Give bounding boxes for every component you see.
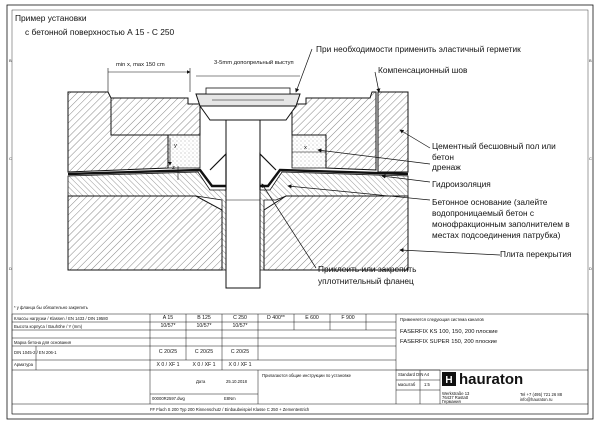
date-value: 25.10.2018 (226, 379, 247, 384)
callout-floor: Цементный бесшовный пол или (432, 141, 556, 151)
frame-letter: B (589, 58, 592, 63)
installation-note: Прилагаются общие инструкции по установке (262, 373, 351, 378)
class-cell: F 900 (341, 315, 355, 321)
footer-text: FF Flach S 200 Typ 200 Rinnenschutz / Einbaubeispiel Klasse C 250 + Zementestrich (150, 407, 310, 412)
concrete-cell: C 20/25 (230, 349, 250, 355)
xc-cell: X 0 / XF 1 (192, 362, 216, 368)
drawing-number: 00000R2597.dwg (152, 396, 185, 401)
date-label: Дата (196, 379, 206, 384)
callout-floor-2: бетон (432, 152, 454, 162)
footnote: * у фланца бы обязательно закрепить (14, 305, 88, 310)
width-dimension-label: min x, max 150 cm (116, 62, 165, 68)
table-row-label: Марка бетона для основания (14, 340, 71, 345)
phone: Tel +7 (495) 721 26 88 (520, 392, 563, 397)
height-cell: 10/57* (232, 323, 248, 329)
callout-expansion-joint: Компенсационный шов (378, 65, 468, 75)
callout-drain: дренаж (432, 162, 461, 172)
frame-letter: C (589, 156, 592, 161)
brand-name: hauraton (459, 371, 524, 388)
height-cell: 10/57* (160, 323, 176, 329)
xc-cell: X 0 / XF 1 (156, 362, 180, 368)
callout-waterproofing: Гидроизоляция (432, 179, 491, 189)
sheet-size: A4 (424, 372, 430, 377)
callout-base-2: водопроницаемый бетон с (432, 208, 535, 218)
x-dimension-label: x (304, 145, 307, 151)
gap-dimension-label: 3-5mm дополрельный выступ (214, 60, 294, 66)
title-line1: Пример установки (15, 13, 87, 23)
class-cell: A 15 (162, 315, 174, 321)
address-line: Германия (442, 399, 461, 404)
table-row-label: DIN 1045-2 / EN 206-1 (14, 350, 57, 355)
email: info@hauraton.ru (520, 397, 553, 402)
frame-letter: D (9, 266, 12, 271)
frame-letter: C (9, 156, 12, 161)
title-line2: с бетонной поверхностью А 15 - С 250 (25, 27, 175, 37)
scale-value: 1:5 (424, 382, 430, 387)
revision: E8Nm (224, 396, 236, 401)
address-line: 76437 Rastatt (442, 395, 469, 400)
z-dimension-label: z (172, 165, 175, 171)
product-line-2: FASERFIX SUPER 150, 200 плоские (400, 339, 498, 345)
concrete-cell: C 20/25 (194, 349, 214, 355)
callout-flange-2: уплотнительный фланец (318, 276, 414, 286)
frame-letter: B (9, 58, 12, 63)
concrete-cell: C 20/25 (158, 349, 178, 355)
height-cell: 10/57* (196, 323, 212, 329)
title-block-grid (12, 314, 588, 414)
callout-sealant: При необходимости применить эластичный герметик (316, 44, 521, 54)
class-cell: D 400** (267, 315, 285, 321)
table-row-label: Арматура (14, 362, 33, 367)
class-cell: B 125 (197, 315, 211, 321)
frame-letter: D (589, 266, 592, 271)
y-dimension-label: y (174, 143, 177, 149)
drain-grate (196, 88, 300, 120)
table-row-label: Высота корпуса / Bauhöhe / Y (mm) (14, 324, 83, 329)
callout-flange-1: Приклеить или закрепить (318, 264, 417, 274)
product-heading: Применяется следующая система каналов (400, 317, 484, 322)
drain-body (226, 120, 260, 288)
callout-base-1: Бетонное основание (залейте (432, 197, 548, 207)
xc-cell: X 0 / XF 1 (228, 362, 252, 368)
address-line: Werkstraße 13 (442, 391, 470, 396)
callout-slab: Плита перекрытия (500, 249, 572, 259)
class-cell: E 600 (305, 315, 319, 321)
product-line-1: FASERFIX KS 100, 150, 200 плоские (400, 329, 498, 335)
hauraton-logo-icon (442, 372, 456, 386)
callout-base-4: местах подсоединения патрубка) (432, 230, 561, 240)
floor-slab-mid-left (111, 98, 200, 135)
scale-label: масштаб (398, 382, 416, 387)
callout-base-3: монофракционным заполнителем в (432, 219, 570, 229)
svg-text:H: H (445, 375, 453, 386)
standard-label: Standard DIN (398, 372, 424, 377)
class-cell: C 250 (233, 315, 247, 321)
table-row-label: Классы нагрузки / Klassen / EN 1433 / DIN 19580 (14, 316, 108, 321)
